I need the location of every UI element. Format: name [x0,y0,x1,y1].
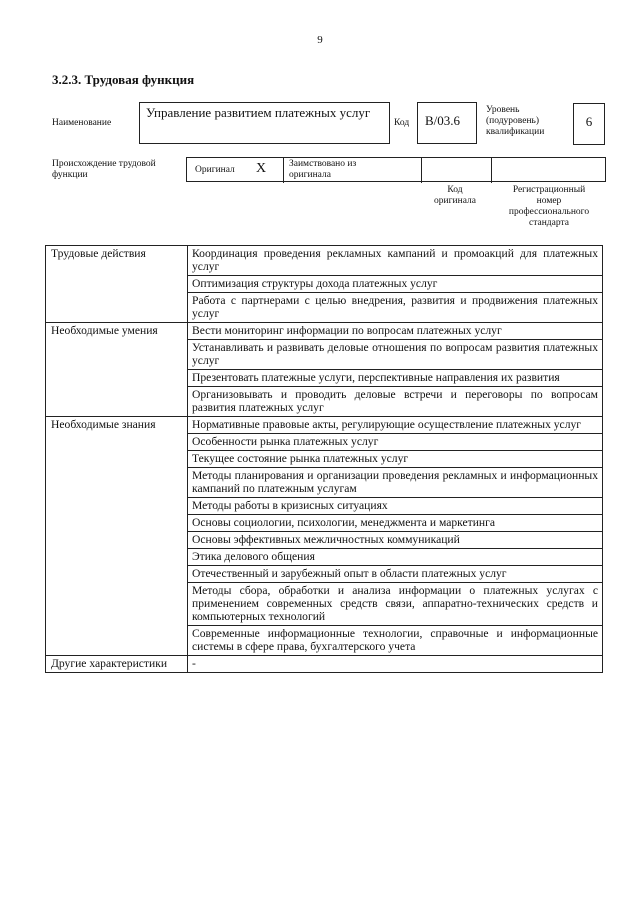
table-cell: Методы сбора, обработки и анализа информации о платежных услугах с применением современных средств связи, аппаратно-технических средств и компьютерных технологий [188,583,603,626]
table-cell: Этика делового общения [188,549,603,566]
section-title: 3.2.3. Трудовая функция [52,72,195,87]
table-cell: Текущее состояние рынка платежных услуг [188,451,603,468]
origin-code-cell [421,158,491,183]
section-label-other: Другие характеристики [46,656,188,673]
origin-table [186,157,606,182]
table-row [46,323,603,340]
level-label: Уровень (подуровень) квалификации [486,105,545,137]
table-cell: Устанавливать и развивать деловые отношения по вопросам развития платежных услуг [188,340,603,370]
function-table-body [46,246,603,673]
table-cell: Методы работы в кризисных ситуациях [188,498,603,515]
caption-code-original: Код оригинала [434,185,476,206]
table-cell: Организовывать и проводить деловые встречи и переговоры по вопросам развития платежных услуг [188,387,603,417]
section-label-skills: Необходимые умения [46,323,188,417]
table-cell: Вести мониторинг информации по вопросам платежных услуг [188,323,603,340]
table-cell: Основы социологии, психологии, менеджмента и маркетинга [188,515,603,532]
table-row [46,417,603,434]
table-cell: Методы планирования и организации проведения рекламных и информационных кампаний по платежным услугам [188,468,603,498]
function-code-box: B/03.6 [417,102,477,144]
origin-reg-cell [491,158,605,183]
section-label-actions: Трудовые действия [46,246,188,323]
table-cell: Современные информационные технологии, справочные и информационные системы в сфере права, бухгалтерского учета [188,626,603,656]
table-cell: Нормативные правовые акты, регулирующие осуществление платежных услуг [188,417,603,434]
function-table [45,245,603,673]
function-name-box: Управление развитием платежных услуг [139,102,390,144]
table-cell: Основы эффективных межличностных коммуникаций [188,532,603,549]
table-cell: Презентовать платежные услуги, перспективные направления их развития [188,370,603,387]
code-label: Код [394,118,410,128]
table-cell: Координация проведения рекламных кампаний и промоакций для платежных услуг [188,246,603,276]
table-row [46,246,603,276]
qualification-level-box: 6 [573,103,605,145]
table-cell: Работа с партнерами с целью внедрения, развития и продвижения платежных услуг [188,293,603,323]
table-cell: Особенности рынка платежных услуг [188,434,603,451]
name-label: Наименование [52,118,112,128]
origin-borrowed-cell [283,158,421,183]
table-cell: - [188,656,603,673]
page-number: 9 [317,34,323,46]
table-cell: Отечественный и зарубежный опыт в области платежных услуг [188,566,603,583]
section-label-knowledge: Необходимые знания [46,417,188,656]
origin-original-cell [187,158,283,183]
origin-label: Происхождение трудовой функции [52,159,156,180]
caption-registration-number: Регистрационный номер профессионального стандарта [508,185,590,228]
original-label: Оригинал [195,165,235,175]
original-mark: X [256,161,267,176]
borrowed-label: Заимствовано из оригинала [289,159,357,180]
table-cell: Оптимизация структуры дохода платежных услуг [188,276,603,293]
table-row [46,656,603,673]
